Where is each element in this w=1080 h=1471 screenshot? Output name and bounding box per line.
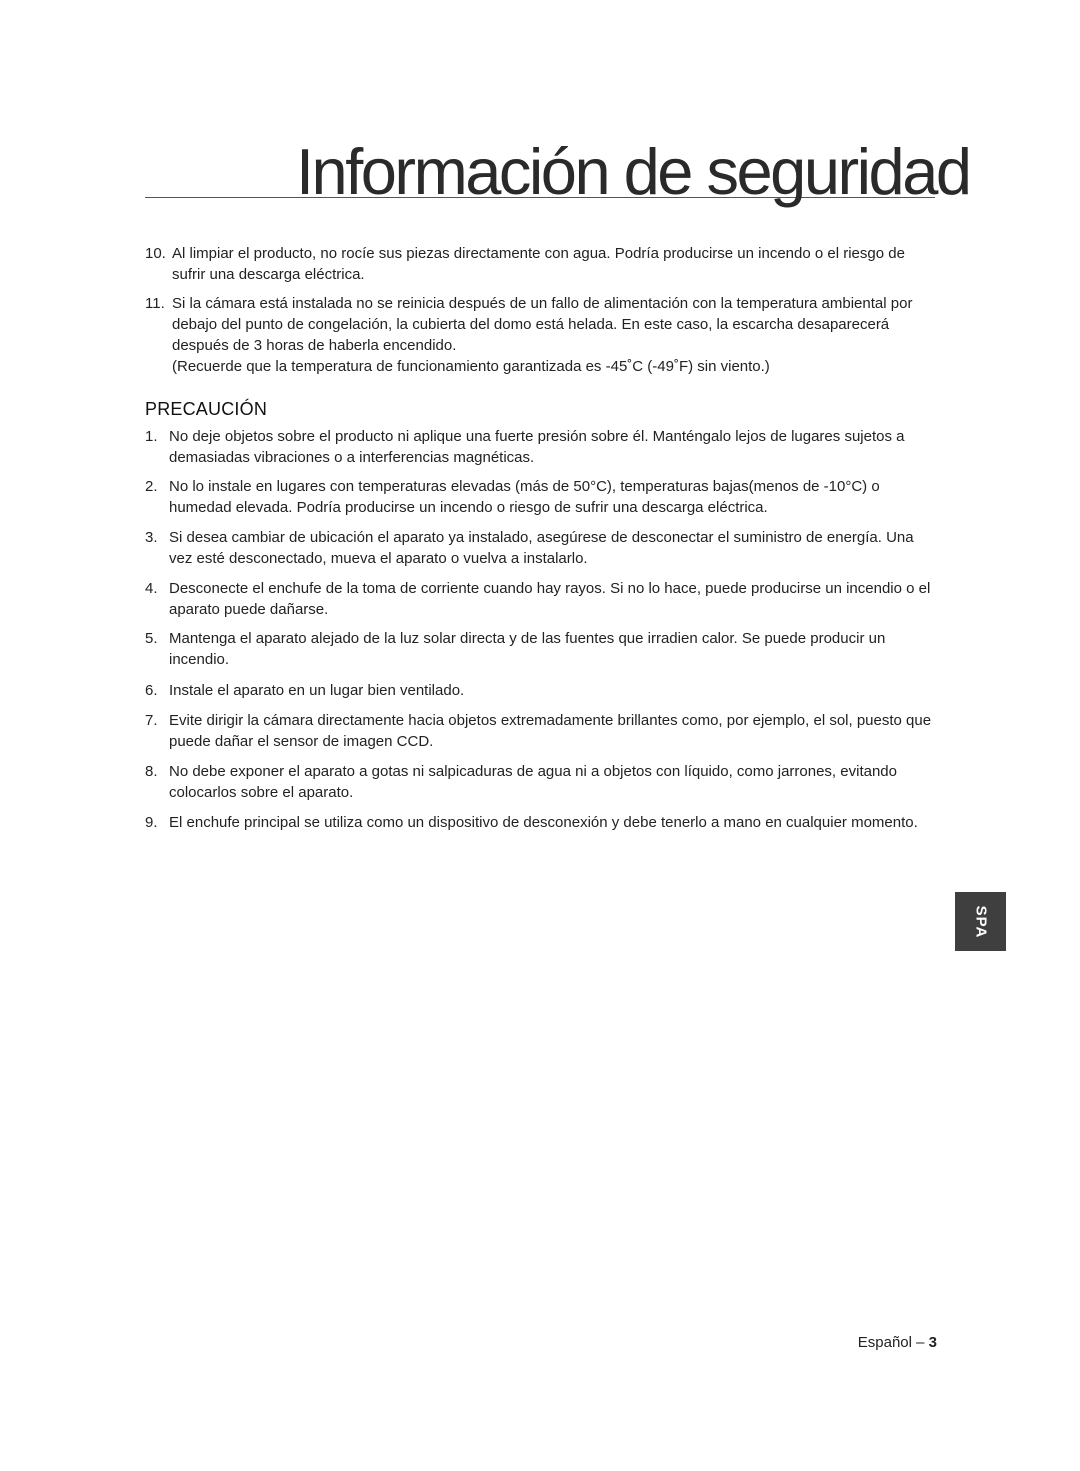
- language-tab-label: SPA: [972, 905, 989, 938]
- item-number: 1.: [145, 428, 158, 445]
- item-text: Instale el aparato en un lugar bien ventilado.: [169, 682, 465, 699]
- list-item: [145, 243, 940, 285]
- item-number: 11.: [145, 295, 165, 312]
- item-text: El enchufe principal se utiliza como un dispositivo de desconexión y debe tenerlo a mano en cualquier momento.: [169, 814, 918, 831]
- list-item: [145, 812, 940, 833]
- item-number: 9.: [145, 814, 158, 831]
- precaution-heading: PRECAUCIÓN: [145, 399, 268, 419]
- item-text: Si desea cambiar de ubicación el aparato ya instalado, asegúrese de desconectar el suministro de energía. Una vez esté desconectado, mueva el aparato o vuelva a instalarlo.: [169, 529, 914, 567]
- item-number: 2.: [145, 478, 158, 495]
- list-item: [145, 761, 940, 803]
- page-footer: [780, 1333, 937, 1353]
- item-text: No lo instale en lugares con temperaturas elevadas (más de 50°C), temperaturas bajas(menos de -10°C) o humedad elevada. Podría producirse un incendo o riesgo de sufrir una descarga eléctrica.: [169, 478, 880, 516]
- precaution-item-7: [145, 710, 940, 752]
- list-item: [145, 628, 940, 670]
- item-number: 5.: [145, 630, 158, 647]
- item-text: No deje objetos sobre el producto ni aplique una fuerte presión sobre él. Manténgalo lejos de lugares sujetos a demasiadas vibraciones o a interferencias magnéticas.: [169, 428, 905, 466]
- precaution-item-2: [145, 476, 940, 518]
- list-item: [145, 426, 940, 468]
- item-text: Al limpiar el producto, no rocíe sus piezas directamente con agua. Podría producirse un incendo o el riesgo de sufrir una descarga eléctrica.: [172, 245, 905, 283]
- item-number: 10.: [145, 245, 166, 262]
- list-item: [145, 476, 940, 518]
- precaution-item-4: [145, 578, 940, 620]
- item-number: 8.: [145, 763, 158, 780]
- item-text: Evite dirigir la cámara directamente hacia objetos extremadamente brillantes como, por ejemplo, el sol, puesto que puede dañar el sensor de imagen CCD.: [169, 712, 932, 750]
- precaution-item-8: [145, 761, 940, 803]
- list-item: [145, 680, 940, 701]
- language-tab: [955, 892, 1006, 951]
- list-item: [145, 293, 940, 356]
- item-text: Desconecte el enchufe de la toma de corriente cuando hay rayos. Si no lo hace, puede producirse un incendio o el aparato puede dañarse.: [169, 580, 931, 618]
- item-number: 6.: [145, 682, 158, 699]
- precaution-item-6: [145, 680, 940, 701]
- footer-language: Español: [857, 1334, 912, 1351]
- temperature-note: (Recuerde que la temperatura de funcionamiento garantizada es -45˚C (-49˚F) sin viento.): [172, 358, 770, 375]
- list-item: [145, 578, 940, 620]
- item-text: Si la cámara está instalada no se reinicia después de un fallo de alimentación con la temperatura ambiental por debajo del punto de congelación, la cubierta del domo está helada. En este caso, la escarcha desaparecerá después de 3 horas de haberla encendido.: [172, 295, 913, 354]
- top-items-list: [145, 243, 940, 285]
- page-number: 3: [928, 1334, 937, 1351]
- item-text: Mantenga el aparato alejado de la luz solar directa y de las fuentes que irradien calor. Se puede producir un incendio.: [169, 630, 886, 668]
- top-items-list-2: [145, 293, 940, 377]
- footer-separator: –: [916, 1334, 925, 1351]
- precaution-item-1: [145, 426, 940, 468]
- list-item: [145, 710, 940, 752]
- precaution-item-5: [145, 628, 940, 670]
- item-number: 4.: [145, 580, 158, 597]
- precaution-item-3: [145, 527, 940, 569]
- list-item: [145, 527, 940, 569]
- precaution-item-9: [145, 812, 940, 833]
- item-text: No debe exponer el aparato a gotas ni salpicaduras de agua ni a objetos con líquido, como jarrones, evitando colocarlos sobre el aparato.: [169, 763, 897, 801]
- item-number: 7.: [145, 712, 158, 729]
- page-title: Información de seguridad: [296, 135, 970, 208]
- item-number: 3.: [145, 529, 158, 546]
